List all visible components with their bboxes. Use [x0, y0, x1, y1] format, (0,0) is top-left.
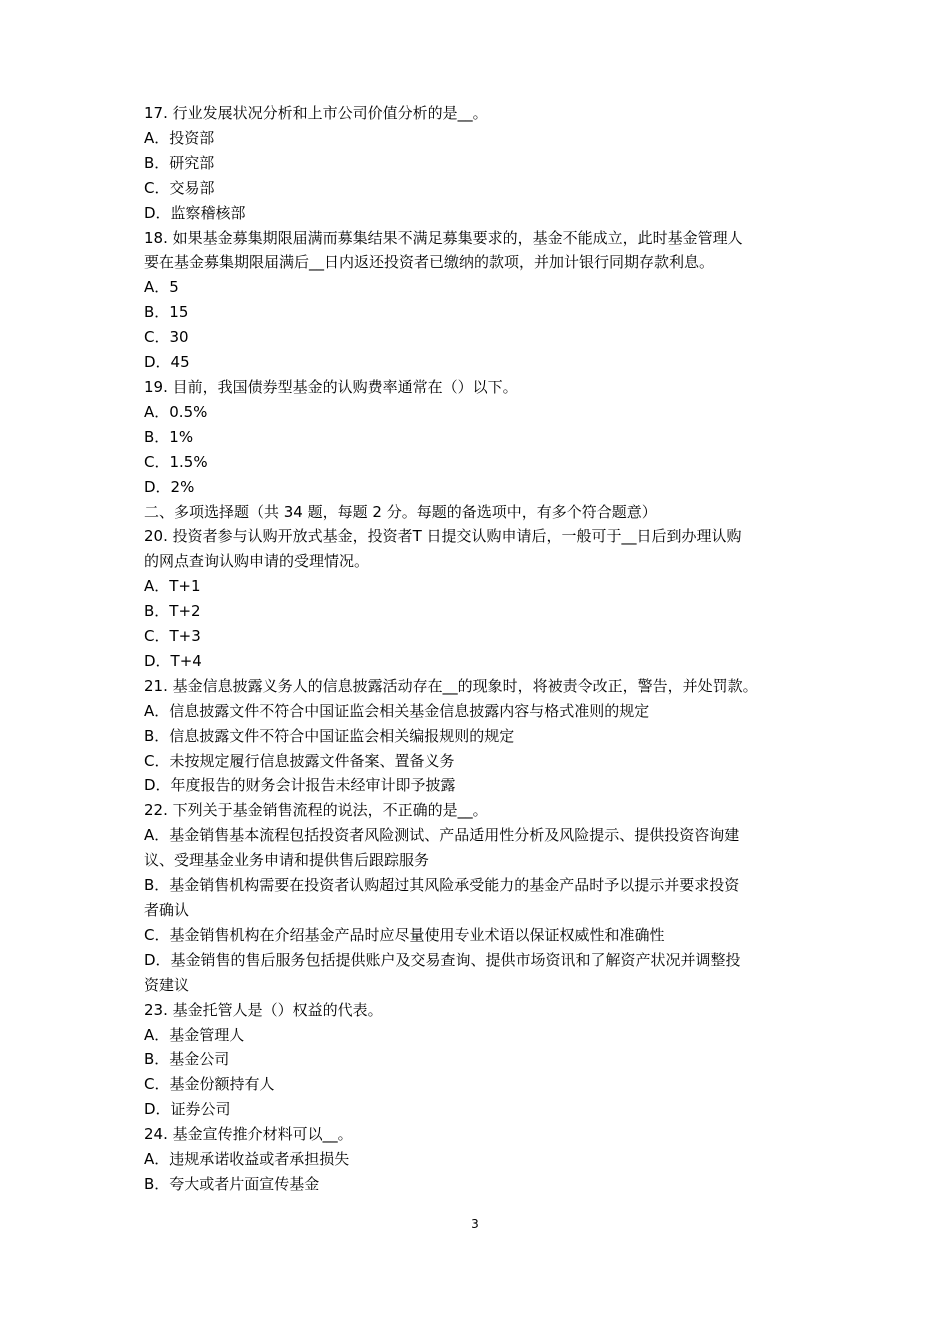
text-line: C．基金销售机构在介绍基金产品时应尽量使用专业术语以保证权威性和准确性: [144, 925, 665, 944]
text-line: B．信息披露文件不符合中国证监会相关编报规则的规定: [144, 726, 515, 745]
text-line: B．基金公司: [144, 1050, 230, 1069]
text-line: A．违规承诺收益或者承担损失: [144, 1150, 350, 1169]
text-line: A．基金销售基本流程包括投资者风险测试、产品适用性分析及风险提示、提供投资咨询建: [144, 826, 740, 845]
text-line: C．T+3: [144, 627, 201, 646]
text-line: D．基金销售的售后服务包括提供账户及交易查询、提供市场资讯和了解资产状况并调整投: [144, 950, 741, 969]
text-line: C．30: [144, 328, 189, 347]
text-line: 资建议: [144, 975, 190, 994]
text-line: 18. 如果基金募集期限届满而募集结果不满足募集要求的，基金不能成立，此时基金管理人: [144, 228, 743, 247]
text-line: A．T+1: [144, 577, 201, 596]
text-line: C．基金份额持有人: [144, 1075, 275, 1094]
text-line: B．T+2: [144, 602, 201, 621]
text-line: A．投资部: [144, 128, 215, 147]
text-line: A．5: [144, 278, 179, 297]
text-line: 20. 投资者参与认购开放式基金，投资者T 日提交认购申请后，一般可于__日后到办理认购: [144, 527, 742, 546]
text-line: 议、受理基金业务申请和提供售后跟踪服务: [144, 851, 430, 870]
text-line: A．信息披露文件不符合中国证监会相关基金信息披露内容与格式准则的规定: [144, 701, 650, 720]
text-line: C．1.5%: [144, 452, 208, 471]
text-line: 者确认: [144, 901, 190, 919]
text-line: D．年度报告的财务会计报告未经审计即予披露: [144, 776, 456, 795]
text-line: A．0.5%: [144, 402, 208, 421]
text-line: 19. 目前，我国债券型基金的认购费率通常在（）以下。: [144, 377, 518, 396]
text-line: D．2%: [144, 477, 195, 496]
text-line: A．基金管理人: [144, 1025, 245, 1044]
text-line: D．T+4: [144, 651, 202, 670]
text-line: D．证券公司: [144, 1100, 231, 1119]
text-line: 要在基金募集期限届满后__日内返还投资者已缴纳的款项，并加计银行同期存款利息。: [144, 253, 715, 272]
text-line: 24. 基金宣传推介材料可以__。: [144, 1125, 353, 1144]
text-line: 17. 行业发展状况分析和上市公司价值分析的是__。: [144, 104, 488, 122]
text-line: 二、多项选择题（共 34 题，每题 2 分。每题的备选项中，有多个符合题意）: [144, 502, 657, 521]
text-line: D．45: [144, 353, 190, 372]
text-line: D．监察稽核部: [144, 203, 246, 222]
text-line: 的网点查询认购申请的受理情况。: [144, 552, 370, 571]
text-line: B．研究部: [144, 153, 215, 172]
text-line: B．基金销售机构需要在投资者认购超过其风险承受能力的基金产品时予以提示并要求投资: [144, 876, 740, 895]
page-number: 3: [471, 1217, 479, 1231]
text-line: C．交易部: [144, 178, 215, 197]
text-line: C．未按规定履行信息披露文件备案、置备义务: [144, 751, 455, 770]
text-line: 23. 基金托管人是（）权益的代表。: [144, 1000, 383, 1019]
text-line: B．15: [144, 303, 189, 322]
document-body: [144, 101, 824, 1197]
text-line: 22. 下列关于基金销售流程的说法，不正确的是__。: [144, 801, 488, 820]
text-line: B．1%: [144, 427, 194, 446]
text-line: B．夸大或者片面宣传基金: [144, 1174, 320, 1193]
text-line: 21. 基金信息披露义务人的信息披露活动存在__的现象时，将被责令改正，警告，并处罚款。: [144, 676, 758, 695]
